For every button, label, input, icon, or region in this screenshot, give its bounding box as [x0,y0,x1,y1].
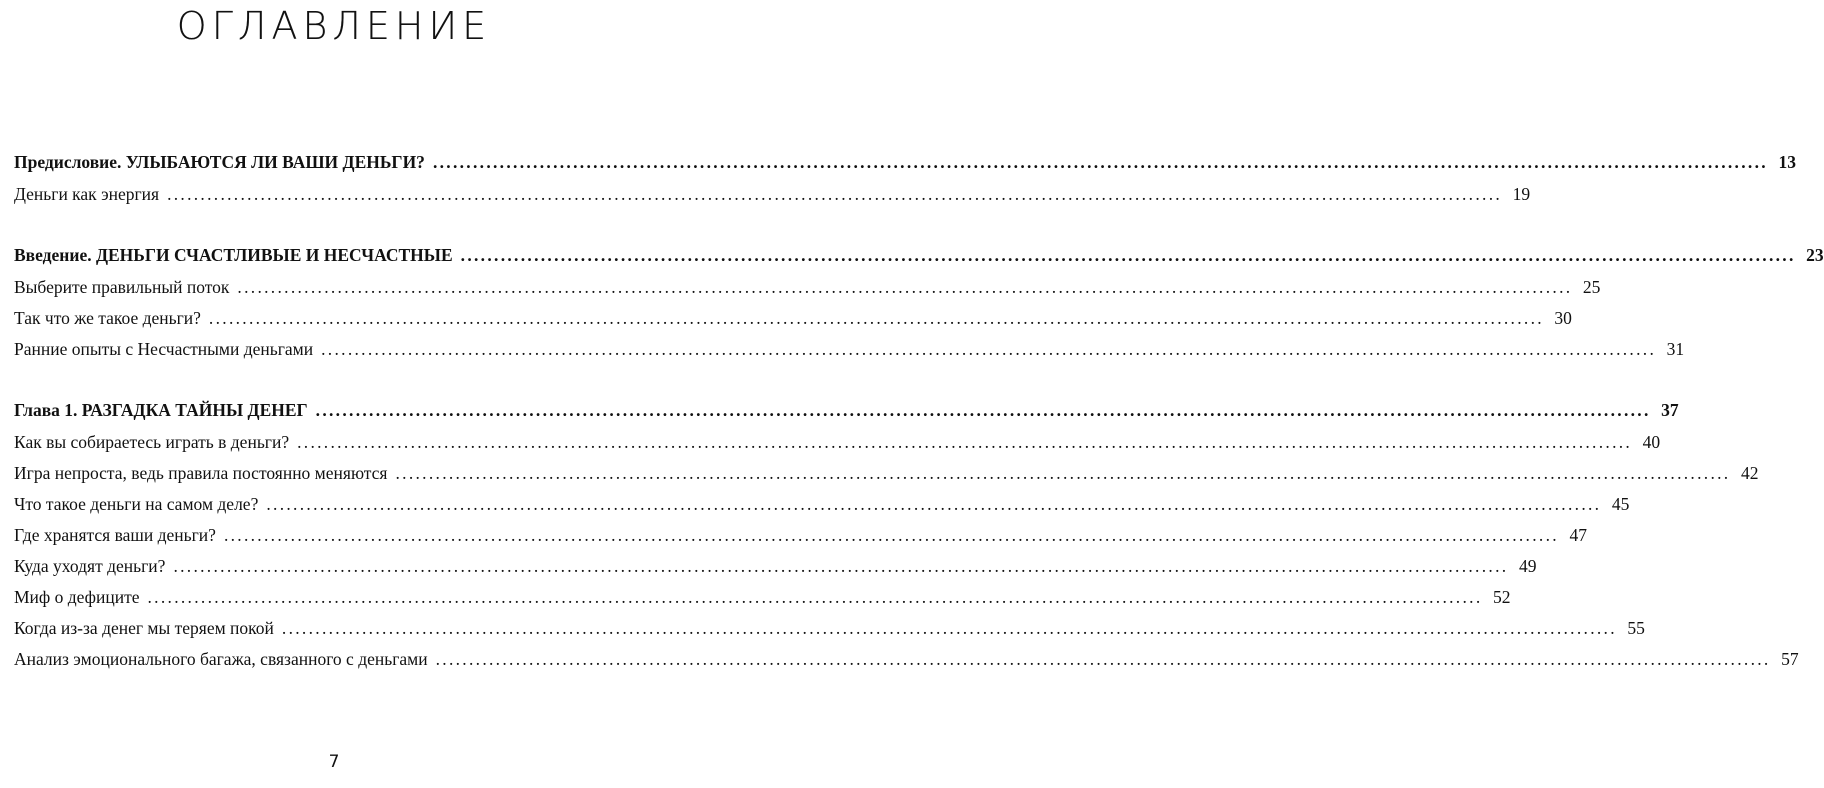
toc-entry[interactable] [14,520,1587,551]
dot-leader: ........................................................................................................................................................................................................ [237,277,1573,297]
toc-entry-title: Так что же такое деньги? [14,308,201,328]
toc-heading-title: Глава 1. РАЗГАДКА ТАЙНЫ ДЕНЕГ [14,400,308,420]
toc-entry[interactable] [14,427,1661,458]
toc-entry[interactable] [14,458,1759,489]
dot-leader: ........................................................................................................................................................................................................ [167,184,1503,204]
toc-entry-title: Как вы собираетесь играть в деньги? [14,432,290,452]
toc-heading[interactable] [14,146,1796,179]
toc-entry-page: 55 [1627,618,1645,638]
toc-entry-title: Анализ эмоционального багажа, связанного с деньгами [14,649,428,669]
toc-entry-page: 40 [1642,432,1661,452]
toc-entry[interactable] [14,179,1531,210]
toc-entry-title: Деньги как энергия [14,184,160,204]
dot-leader: ........................................................................................................................................................................................................ [223,525,1559,545]
toc-entry-title: Ранние опыты с Несчастными деньгами [14,339,314,359]
dot-leader: ........................................................................................................................................................................................................ [435,649,1771,669]
toc-heading-title: Предисловие. УЛЫБАЮТСЯ ЛИ ВАШИ ДЕНЬГИ? [14,152,425,172]
toc-entry-title: Когда из-за денег мы теряем покой [14,618,274,638]
page-title: ОГЛАВЛЕНИЕ [176,4,492,48]
toc-entry-title: Игра непроста, ведь правила постоянно меняются [14,463,388,483]
dot-leader: ........................................................................................................................................................................................................ [208,308,1544,328]
toc-entry[interactable] [14,334,1685,365]
dot-leader: ........................................................................................................................................................................................................ [321,339,1657,359]
toc-entry-page: 49 [1518,556,1537,576]
toc-entry-title: Куда уходят деньги? [14,556,166,576]
toc-heading-page: 13 [1778,152,1796,172]
dot-leader: ........................................................................................................................................................................................................ [432,152,1768,172]
toc-entry-page: 52 [1493,587,1511,607]
dot-leader: ........................................................................................................................................................................................................ [281,618,1617,638]
toc-entry-page: 45 [1611,494,1630,514]
toc-heading-page: 37 [1661,400,1679,420]
dot-leader: ........................................................................................................................................................................................................ [460,245,1796,265]
toc-entry[interactable] [14,272,1601,303]
toc-entry[interactable] [14,582,1511,613]
dot-leader: ........................................................................................................................................................................................................ [315,400,1651,420]
toc-entry-title: Что такое деньги на самом деле? [14,494,259,514]
toc-entry-page: 31 [1666,339,1685,359]
dot-leader: ........................................................................................................................................................................................................ [147,587,1483,607]
toc-entry-page: 19 [1512,184,1531,204]
toc-heading[interactable] [14,239,1824,272]
dot-leader: ........................................................................................................................................................................................................ [395,463,1731,483]
toc-section-preface [14,146,1796,210]
toc-entry-page: 47 [1569,525,1587,545]
dot-leader: ........................................................................................................................................................................................................ [173,556,1509,576]
toc-entry[interactable] [14,303,1572,334]
toc-section-introduction [14,239,1824,365]
toc-entry[interactable] [14,489,1630,520]
toc-entry-page: 30 [1554,308,1572,328]
toc-heading[interactable] [14,394,1679,427]
toc-entry[interactable] [14,551,1537,582]
toc-entry-title: Где хранятся ваши деньги? [14,525,216,545]
toc-entry-page: 42 [1740,463,1759,483]
toc-entry[interactable] [14,613,1645,644]
toc-heading-page: 23 [1806,245,1824,265]
toc-entry-page: 57 [1781,649,1799,669]
toc-entry[interactable] [14,644,1799,675]
toc-entry-title: Миф о дефиците [14,587,140,607]
toc-heading-title: Введение. ДЕНЬГИ СЧАСТЛИВЫЕ И НЕСЧАСТНЫЕ [14,245,453,265]
toc-section-chapter-1 [14,394,1799,675]
toc-entry-title: Выберите правильный поток [14,277,230,297]
toc-entry-page: 25 [1582,277,1601,297]
table-of-contents [14,146,1824,704]
page-number: 7 [328,752,340,772]
dot-leader: ........................................................................................................................................................................................................ [297,432,1633,452]
dot-leader: ........................................................................................................................................................................................................ [266,494,1602,514]
